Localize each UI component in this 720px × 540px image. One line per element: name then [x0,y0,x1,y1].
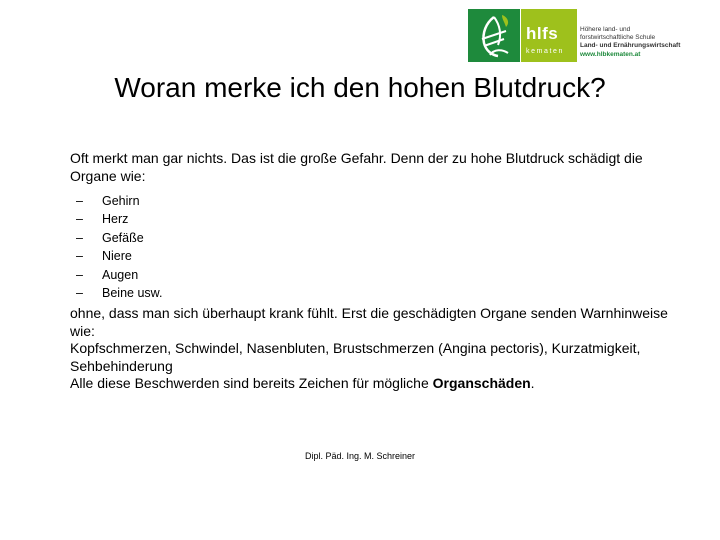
logo-url: www.hlbkematen.at [580,50,641,58]
logo-caption [580,26,710,59]
list-dash: – [76,249,83,264]
list-dash: – [76,267,83,282]
slide-body [70,150,670,393]
list-dash: – [76,212,83,227]
logo-line-1: Höhere land- und [580,26,631,33]
logo-line-3: Land- und Ernährungswirtschaft [580,42,681,50]
list-item [76,284,670,302]
logo-emblem-icon [468,9,520,62]
list-item-label: Herz [102,212,129,227]
list-item-label: Gefäße [102,230,144,245]
list-dash: – [76,230,83,245]
list-item-label: Beine usw. [102,286,163,301]
list-item-label: Gehirn [102,194,140,208]
school-logo [468,9,708,63]
logo-line-2: forstwirtschaftliche Schule [580,34,656,42]
logo-place: kematen [526,48,565,55]
closing-text [70,375,670,393]
closing-prefix: Alle diese Beschwerden sind bereits Zeichen für mögliche [70,375,433,392]
symptoms-text: Kopfschmerzen, Schwindel, Nasenbluten, Brustschmerzen (Angina pectoris), Kurzatmigkeit, Sehbehinderung [70,340,641,374]
closing-suffix: . [530,375,535,392]
list-dash: – [76,286,83,301]
list-item-label: Niere [102,249,132,264]
slide-title: Woran merke ich den hohen Blutdruck? [114,72,606,103]
list-item [76,192,670,210]
list-item [76,210,670,228]
author-footer: Dipl. Päd. Ing. M. Schreiner [304,451,416,461]
list-item [76,229,670,247]
list-dash: – [76,194,83,208]
after-list-text: ohne, dass man sich überhaupt krank fühlt. Erst die geschädigten Organe senden Warnhinweise wie: [70,305,668,339]
logo-wordmark [521,9,577,62]
list-item [76,247,670,265]
intro-text: Oft merkt man gar nichts. Das ist die große Gefahr. Denn der zu hohe Blutdruck schädigt die Organe wie: [70,150,643,184]
list-item [76,266,670,284]
closing-emphasis: Organschäden [432,375,531,392]
logo-brand: hlfs [526,24,559,43]
list-item-label: Augen [102,267,139,282]
organ-list [76,192,670,302]
